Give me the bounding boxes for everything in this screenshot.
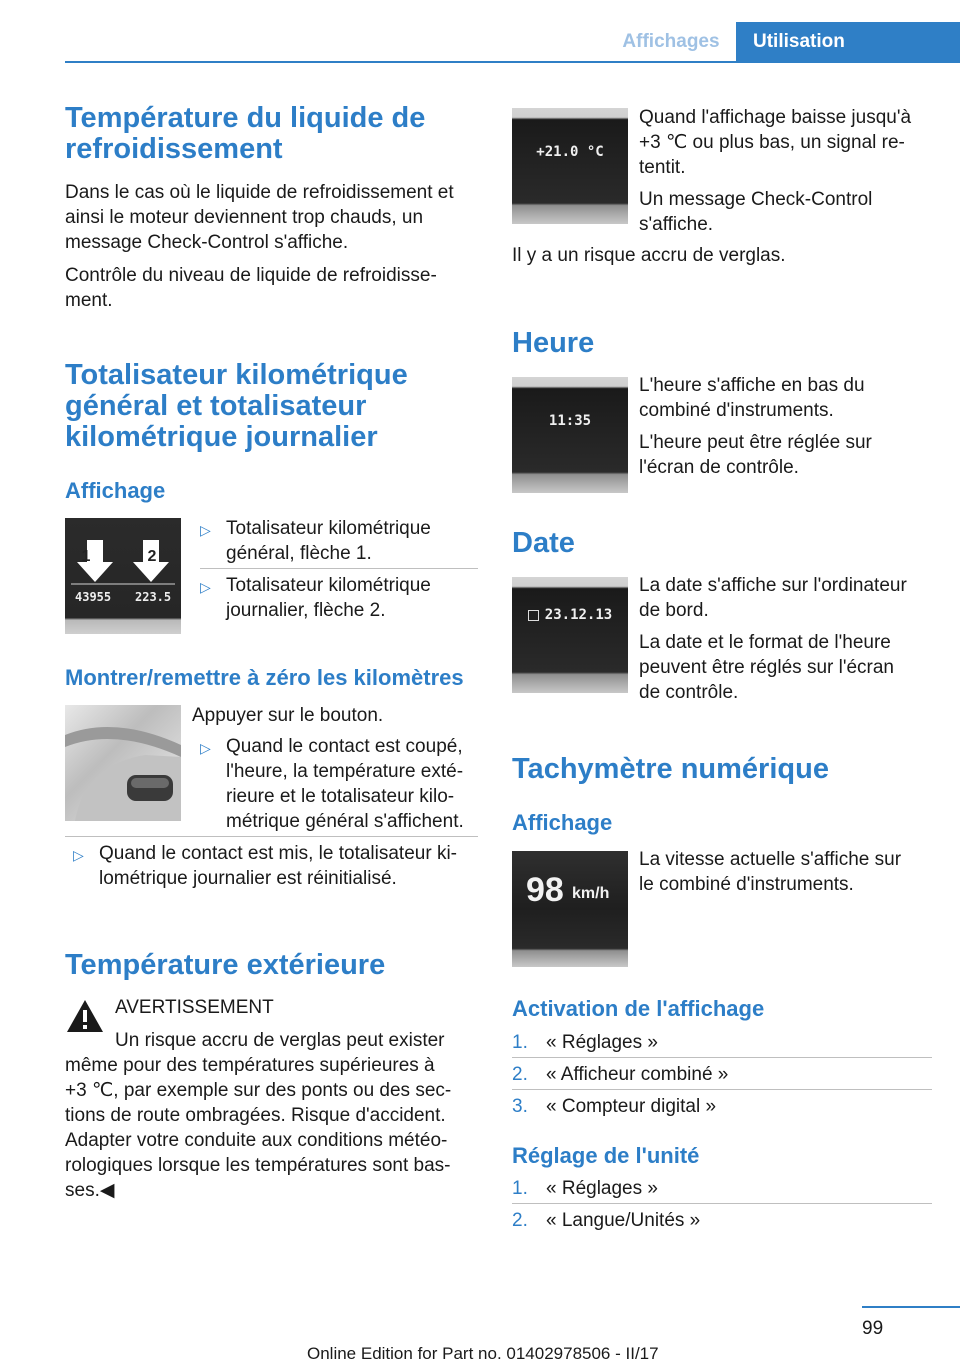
date-paragraph: La date s'affiche sur l'ordinateur de bord. [639,575,907,621]
list-item [512,1176,658,1201]
list-text: « Réglages » [546,1032,658,1053]
time-setting-paragraph: L'heure peut être réglée sur l'écran de contrôle. [639,432,872,478]
odometer-display-subtitle: Affichage [65,478,166,503]
list-text: « Compteur digital » [546,1096,717,1117]
footer-rule [862,1306,960,1308]
time-paragraph: L'heure s'affiche en bas du combiné d'instruments. [639,375,865,421]
digital-speedometer-title: Tachymètre numérique [512,753,829,785]
list-number: 2. [512,1210,528,1231]
temperature-display-value: +21.0 °C [536,144,604,160]
list-number: 3. [512,1096,528,1117]
list-number: 2. [512,1064,528,1085]
list-text: « Afficheur combiné » [546,1064,729,1085]
temp-check-control: Un message Check-Control s'affiche. [639,189,873,235]
separator [512,1057,932,1058]
triangle-bullet-icon: ▷ [200,522,211,538]
warning-label: AVERTISSEMENT [115,997,274,1018]
separator [512,1089,932,1090]
odometer-arrows-icon [65,518,181,634]
tab-utilisation: Utilisation [736,22,960,62]
page-number: 99 [862,1318,884,1339]
date-format-paragraph: La date et le format de l'heure peuvent être réglés sur l'écran de contrôle. [639,632,894,703]
odometer-trip-value: 223.5 [135,590,172,604]
date-display-value: 23.12.13 [512,607,628,623]
triangle-bullet-icon: ▷ [73,847,84,863]
triangle-bullet-icon: ▷ [200,579,211,595]
exterior-temp-title: Température extérieure [65,949,386,981]
odometer-total-value: 43955 [75,590,112,604]
odometer-image [65,518,181,634]
date-title: Date [512,527,575,559]
list-item [512,1030,658,1055]
coolant-level-paragraph: Contrôle du niveau de liquide de refroidisse‐ ment. [65,265,437,311]
coolant-title: Température du liquide de refroidissement [65,102,426,165]
reset-button-icon [65,705,181,821]
speedometer-display-subtitle: Affichage [512,810,613,835]
unit-setting-subtitle: Réglage de l'unité [512,1143,700,1168]
speed-paragraph: La vitesse actuelle s'affiche sur le combiné d'instruments. [639,849,902,895]
list-text: « Langue/Unités » [546,1210,701,1231]
tab-affichages: Affichages [622,31,720,52]
list-item [512,1062,728,1087]
reset-subtitle: Montrer/remettre à zéro les kilomètres [65,665,464,690]
activation-subtitle: Activation de l'affichage [512,996,765,1021]
triangle-bullet-icon: ▷ [200,740,211,756]
list-text: « Réglages » [546,1178,658,1199]
coolant-paragraph: Dans le cas où le liquide de refroidissement et ainsi le moteur deviennent trop chauds, un message Check-Control s'affiche. [65,182,454,253]
reset-button-image [65,705,181,821]
list-number: 1. [512,1032,528,1053]
reset-instruction: Appuyer sur le bouton. [192,705,384,726]
separator [200,568,478,569]
time-title: Heure [512,327,595,359]
calendar-icon [528,610,539,621]
list-item: ▷ Totalisateur kilométrique général, flèche 1. [200,518,431,564]
list-item [512,1208,700,1233]
date-display-image [512,577,628,693]
list-item: ▷ Totalisateur kilométrique journalier, flèche 2. [200,575,431,621]
temperature-display-image [512,108,628,224]
warning-icon [65,998,105,1034]
edition-footer: Online Edition for Part no. 01402978506 - II/17 [307,1344,659,1363]
speed-value: 98 [526,871,564,909]
arrow-1-label: 1 [81,548,91,565]
header-rule [65,61,960,63]
speed-unit: km/h [572,885,610,902]
temp-paragraph: Quand l'affichage baisse jusqu'à +3 ℃ ou plus bas, un signal re‐ tentit. [639,107,912,178]
list-item: ▷ Quand le contact est coupé, l'heure, la température exté‐ rieure et le totalisateur kilo‐ métrique général s'affichent. [200,736,464,832]
time-display-image [512,377,628,493]
ice-risk-text: Il y a un risque accru de verglas. [512,245,786,266]
separator [512,1203,932,1204]
list-number: 1. [512,1178,528,1199]
arrow-2-label: 2 [147,548,157,565]
separator [65,836,478,837]
warning-line-1: Un risque accru de verglas peut exister [115,1030,445,1051]
list-item: ▷ Quand le contact est mis, le totalisateur ki‐ lométrique journalier est réinitialisé. [73,843,457,889]
speed-display-image [512,851,628,967]
time-display-value: 11:35 [548,413,592,429]
list-item [512,1094,716,1119]
warning-text: même pour des températures supérieures à +3 ℃, par exemple sur des ponts ou des sec‐ tions de route ombragées. Risque d'accident. Adapter votre conduite aux conditions météo‐ rologiques lorsque les températures sont bas‐ ses.◀ [65,1055,452,1201]
odometer-title: Totalisateur kilométrique général et totalisateur kilométrique journalier [65,359,408,453]
